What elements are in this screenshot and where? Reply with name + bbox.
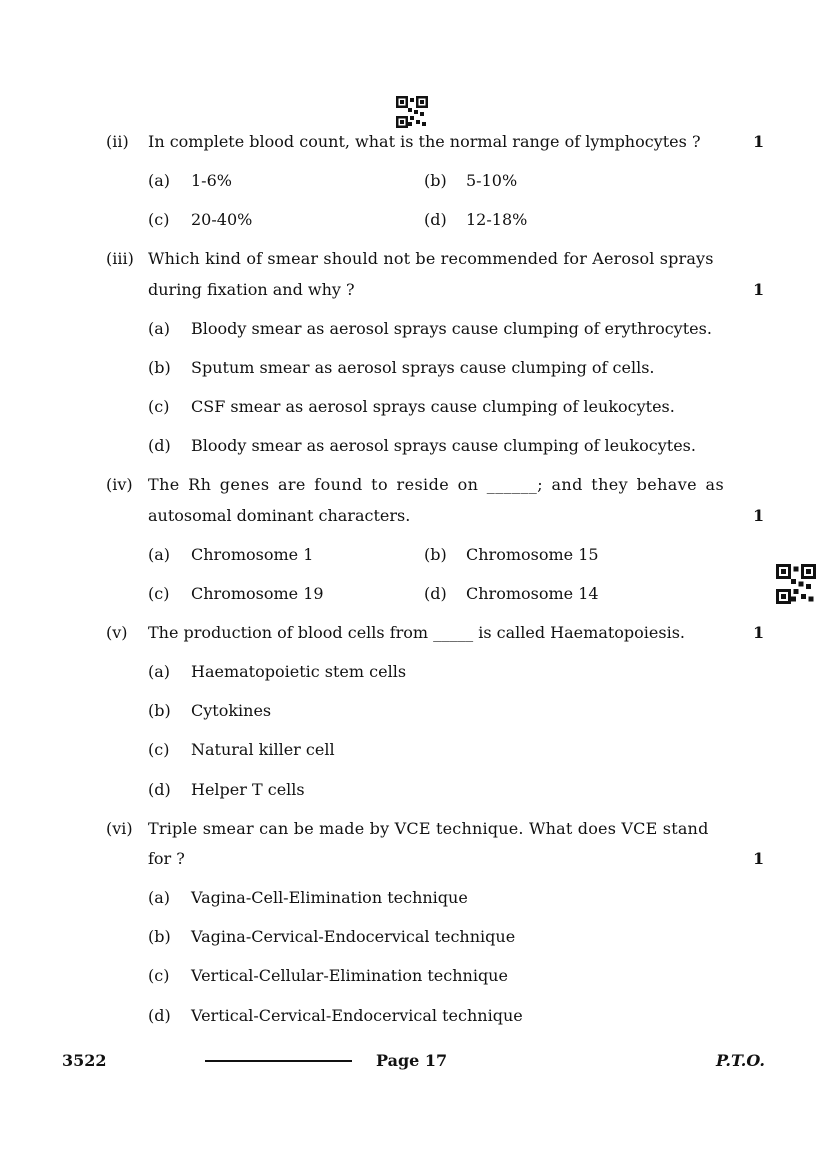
option-text: Bloody smear as aerosol sprays cause clumping of erythrocytes. (191, 319, 712, 338)
question-number: (iii) (106, 249, 134, 268)
option-label: (a) (148, 319, 171, 338)
option-label: (c) (148, 584, 170, 603)
option-text: Haematopoietic stem cells (191, 662, 407, 681)
question-text: In complete blood count, what is the normal range of lymphocytes ? (148, 132, 701, 151)
paper-code: 3522 (62, 1051, 107, 1070)
question-number: (vi) (106, 819, 133, 838)
option-text: Sputum smear as aerosol sprays cause clumping of cells. (191, 358, 655, 377)
option-text: 12-18% (466, 210, 528, 229)
option-label: (d) (148, 436, 171, 455)
footer-divider (205, 1060, 352, 1062)
question-marks: 1 (753, 280, 765, 299)
option-text: Vertical-Cellular-Elimination technique (191, 966, 508, 985)
option-text: Bloody smear as aerosol sprays cause clumping of leukocytes. (191, 436, 696, 455)
option-label: (d) (424, 210, 447, 229)
pto-label: P.T.O. (716, 1051, 765, 1070)
question-text: The Rh genes are found to reside on ______; and they behave as (148, 475, 725, 494)
question-marks: 1 (753, 623, 765, 642)
question-marks: 1 (753, 132, 765, 151)
option-label: (c) (148, 740, 170, 759)
option-label: (a) (148, 171, 171, 190)
option-label: (b) (424, 545, 447, 564)
option-text: Vagina-Cell-Elimination technique (191, 888, 468, 907)
option-label: (d) (148, 1006, 171, 1025)
option-text: Natural killer cell (191, 740, 335, 759)
page-number: Page 17 (376, 1051, 448, 1070)
option-text: Helper T cells (191, 780, 305, 799)
option-label: (d) (148, 780, 171, 799)
option-label: (a) (148, 662, 171, 681)
question-text: Triple smear can be made by VCE technique. What does VCE stand (148, 819, 709, 838)
option-text: 20-40% (191, 210, 253, 229)
qr-code-icon (776, 564, 816, 604)
question-number: (iv) (106, 475, 133, 494)
option-text: CSF smear as aerosol sprays cause clumping of leukocytes. (191, 397, 675, 416)
option-text: Vertical-Cervical-Endocervical technique (191, 1006, 523, 1025)
option-label: (c) (148, 966, 170, 985)
option-text: Chromosome 14 (466, 584, 599, 603)
option-text: Chromosome 1 (191, 545, 314, 564)
question-number: (v) (106, 623, 128, 642)
question-number: (ii) (106, 132, 129, 151)
qr-code-icon (396, 96, 428, 128)
option-label: (a) (148, 545, 171, 564)
option-text: 1-6% (191, 171, 232, 190)
option-label: (b) (148, 358, 171, 377)
option-label: (b) (148, 701, 171, 720)
option-label: (b) (424, 171, 447, 190)
question-text: for ? (148, 849, 185, 868)
option-label: (a) (148, 888, 171, 907)
option-label: (b) (148, 927, 171, 946)
option-label: (c) (148, 397, 170, 416)
question-text: during fixation and why ? (148, 280, 355, 299)
question-marks: 1 (753, 849, 765, 868)
option-label: (c) (148, 210, 170, 229)
question-text: Which kind of smear should not be recommended for Aerosol sprays (148, 249, 714, 268)
option-text: Vagina-Cervical-Endocervical technique (191, 927, 516, 946)
question-text: autosomal dominant characters. (148, 506, 411, 525)
option-label: (d) (424, 584, 447, 603)
question-marks: 1 (753, 506, 765, 525)
option-text: Chromosome 15 (466, 545, 599, 564)
option-text: Chromosome 19 (191, 584, 324, 603)
question-text: The production of blood cells from _____ is called Haematopoiesis. (148, 623, 685, 642)
option-text: Cytokines (191, 701, 272, 720)
option-text: 5-10% (466, 171, 518, 190)
